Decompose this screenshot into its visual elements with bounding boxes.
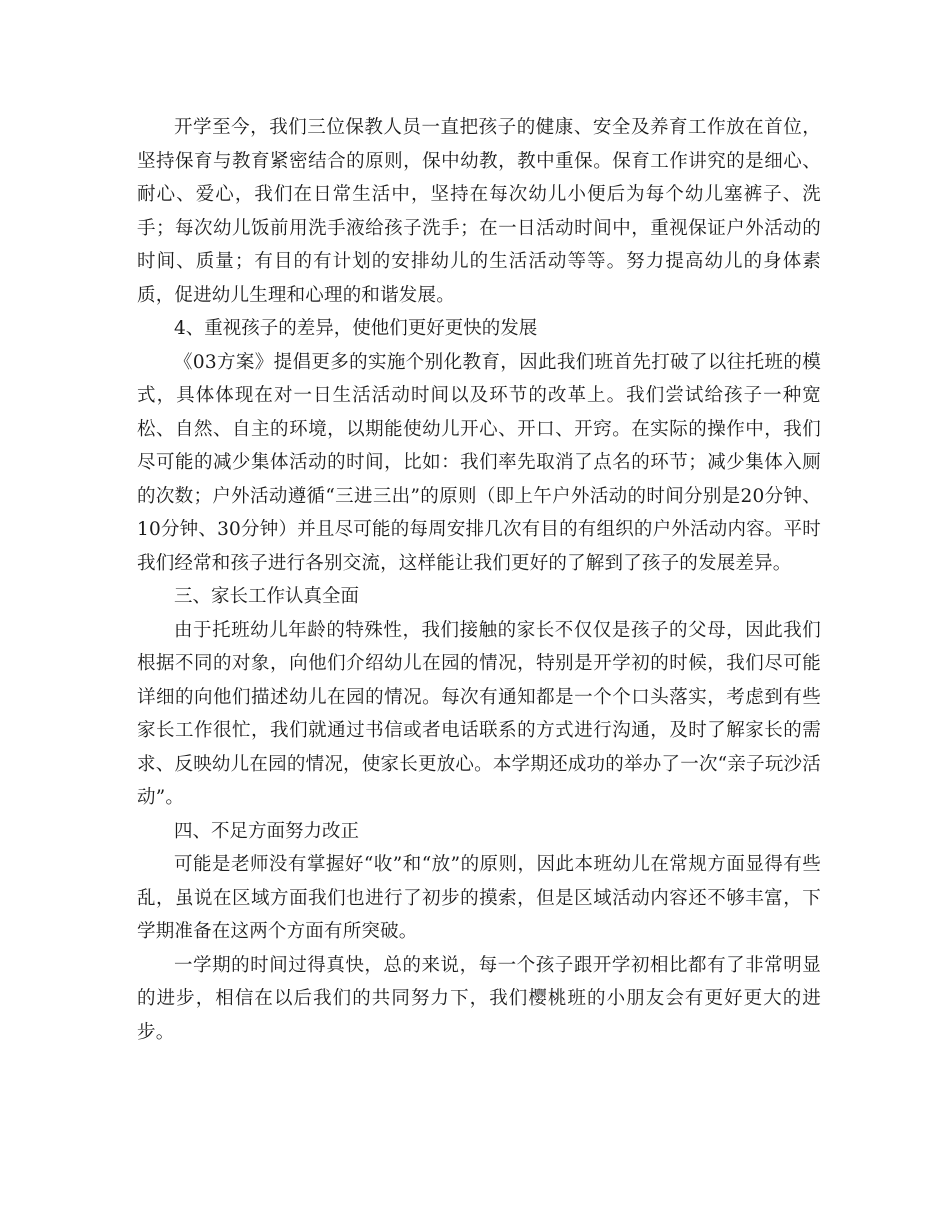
paragraph-parent-communication: 由于托班幼儿年龄的特殊性，我们接触的家长不仅仅是孩子的父母，因此我们根据不同的对象，向他们介绍幼儿在园的情况，特别是开学初的时候，我们尽可能详细的向他们描述幼儿在园的情况。每次有通知都是一个个口头落实，考虑到有些家长工作很忙，我们就通过书信或者电话联系的方式进行沟通，及时了解家长的需求、反映幼儿在园的情况，使家长更放心。本学期还成功的举办了一次“亲子玩沙活动”。	[137, 619, 821, 808]
paragraph-conclusion: 一学期的时间过得真快，总的来说，每一个孩子跟开学初相比都有了非常明显的进步，相信在以后我们的共同努力下，我们樱桃班的小朋友会有更好更大的进步。	[137, 954, 821, 1043]
section-heading-parent-work: 三、家长工作认真全面	[174, 586, 360, 607]
section-heading-individual-differences: 4、重视孩子的差异，使他们更好更快的发展	[174, 318, 538, 339]
section-heading-shortcomings: 四、不足方面努力改正	[174, 820, 360, 842]
document-body	[137, 111, 821, 1049]
paragraph-shortcomings: 可能是老师没有掌握好“收”和“放”的原则，因此本班幼儿在常规方面显得有些乱，虽说在区域方面我们也进行了初步的摸索，但是区域活动内容还不够丰富，下学期准备在这两个方面有所突破。	[137, 854, 821, 942]
paragraph-individualized-education: 《03方案》提倡更多的实施个别化教育，因此我们班首先打破了以往托班的模式，具体体现在对一日生活活动时间以及环节的改革上。我们尝试给孩子一种宽松、自然、自主的环境，以期能使幼儿开心、开口、开窍。在实际的操作中，我们尽可能的减少集体活动的时间，比如：我们率先取消了点名的环节；减少集体入厕的次数；户外活动遵循“三进三出”的原则（即上午户外活动的时间分别是20分钟、10分钟、30分钟）并且尽可能的每周安排几次有目的有组织的户外活动内容。平时我们经常和孩子进行各别交流，这样能让我们更好的了解到了孩子的发展差异。	[137, 351, 821, 574]
paragraph-health-safety: 开学至今，我们三位保教人员一直把孩子的健康、安全及养育工作放在首位，坚持保育与教育紧密结合的原则，保中幼教，教中重保。保育工作讲究的是细心、耐心、爱心，我们在日常生活中，坚持在每次幼儿小便后为每个幼儿塞裤子、洗手；每次幼儿饭前用洗手液给孩子洗手；在一日活动时间中，重视保证户外活动的时间、质量；有目的有计划的安排幼儿的生活活动等等。努力提高幼儿的身体素质，促进幼儿生理和心理的和谐发展。	[137, 117, 821, 306]
